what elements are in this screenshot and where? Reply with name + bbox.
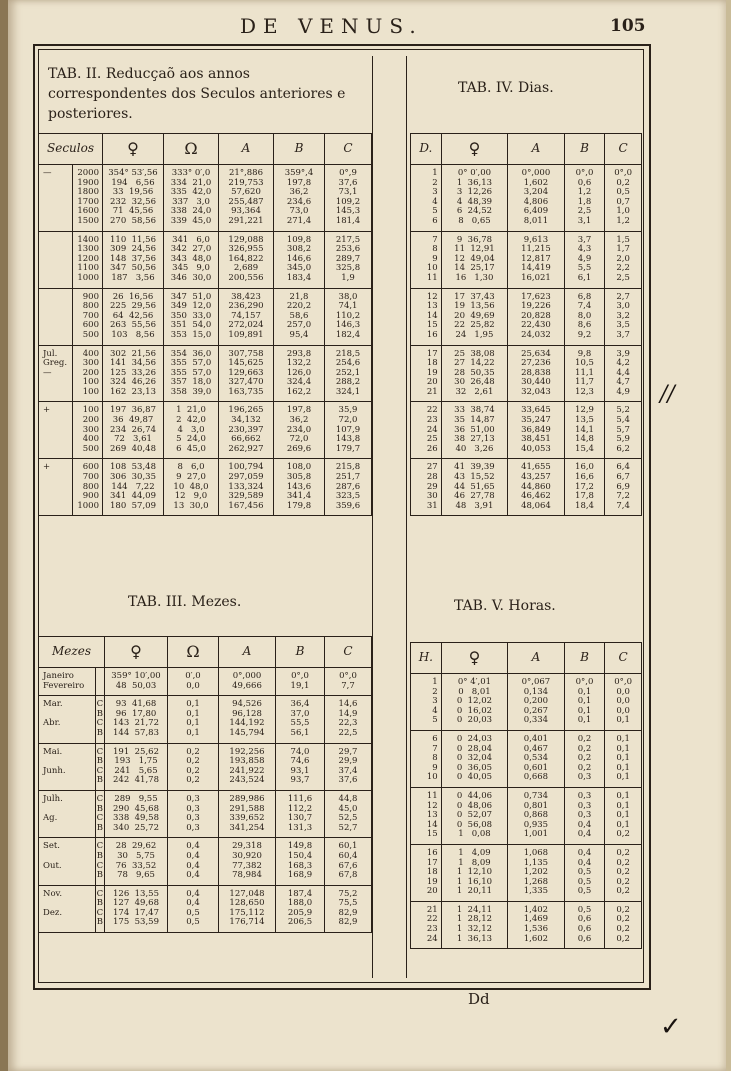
- table-row: [411, 787, 642, 844]
- tab3-col-node: Ω: [168, 637, 219, 668]
- cell-b: 12,9 13,5 14,1 14,8 15,4: [564, 402, 605, 459]
- table-row: [39, 743, 372, 790]
- cell-c: 0,1 0,1 0,1 0,1 0,2: [605, 787, 642, 844]
- cell-b: 0,2 0,2 0,2 0,2 0,3: [564, 730, 605, 787]
- cell-v: 0° 0′,00 1 36,13 3 12,26 4 48,39 6 24,52 8 0,65: [441, 165, 508, 232]
- cell-sign: [39, 288, 73, 345]
- cell-v: 25 38,08 27 14,22 28 50,35 30 26,48 32 2,61: [441, 345, 508, 402]
- page-title: DE VENUS.: [240, 14, 423, 38]
- running-header: [0, 14, 731, 42]
- tab5-title: TAB. V. Horas.: [454, 598, 556, 614]
- cell-d: 11 12 13 14 15: [411, 787, 442, 844]
- cell-b: 21,8 220,2 58,6 257,0 95,4: [274, 288, 325, 345]
- cell-b: 16,0 16,6 17,2 17,8 18,4: [564, 459, 605, 516]
- cell-a: 0,734 0,801 0,868 0,935 1,001: [508, 787, 565, 844]
- table-row: [411, 730, 642, 787]
- cell-b: 359°,4 197,8 36,2 234,6 73,0 271,4: [274, 165, 325, 232]
- cell-a: 0,401 0,467 0,534 0,601 0,668: [508, 730, 565, 787]
- tab5-table: [410, 642, 642, 949]
- book-spine: [0, 0, 8, 1071]
- cell-m: Nov. Dez.: [39, 885, 96, 932]
- table-row: [39, 885, 372, 932]
- cell-sign: +: [39, 459, 73, 516]
- cell-c: 0°,0 0,0 0,0 0,0 0,1: [605, 674, 642, 731]
- cell-v: 359° 10′,00 48 50,03: [105, 668, 168, 696]
- cell-c: 29,7 29,9 37,4 37,6: [325, 743, 372, 790]
- cell-v: 0 44,06 0 48,06 0 52,07 0 56,08 1 0,08: [441, 787, 507, 844]
- cell-c: 218,5 254,6 252,1 288,2 324,1: [325, 345, 372, 402]
- table-row: [39, 231, 372, 288]
- cell-y: 100 200 300 400 500: [72, 402, 102, 459]
- cell-c: 217,5 253,6 289,7 325,8 1,9: [325, 231, 372, 288]
- cell-c: 1,5 1,7 2,0 2,2 2,5: [605, 231, 642, 288]
- cell-a: 29,318 30,920 77,382 78,984: [219, 838, 276, 885]
- cell-v: 108 53,48 306 30,35 144 7,22 341 44,09 180 57,09: [103, 459, 164, 516]
- cell-b: 149,8 150,4 168,3 168,9: [276, 838, 325, 885]
- cell-y: 1400 1300 1200 1100 1000: [72, 231, 102, 288]
- tab2-col-seculos: Seculos: [39, 134, 103, 165]
- cell-b: 0°,0 0,6 1,2 1,8 2,5 3,1: [564, 165, 605, 232]
- tab2-title: TAB. II. Reducçaõ aos annos correspondentes dos Seculos anteriores e posteriores.: [48, 66, 346, 122]
- cell-c: 2,7 3,0 3,2 3,5 3,7: [605, 288, 642, 345]
- cell-b: 3,7 4,3 4,9 5,5 6,1: [564, 231, 605, 288]
- cell-o: 1 21,0 2 42,0 4 3,0 5 24,0 6 45,0: [164, 402, 219, 459]
- cell-a: 33,645 35,247 36,849 38,451 40,053: [508, 402, 565, 459]
- cell-m: Mar. Abr.: [39, 696, 96, 743]
- cell-sign: Jul. Greg. —: [39, 345, 73, 402]
- tab2-col-b: B: [274, 134, 325, 165]
- cell-d: 6 7 8 9 10: [411, 730, 442, 787]
- cell-o: 0,3 0,3 0,3 0,3: [168, 790, 219, 837]
- cell-sign: [39, 231, 73, 288]
- signature-mark: Dd: [468, 990, 490, 1008]
- cell-v: 33 38,74 35 14,87 36 51,00 38 27,13 40 3,26: [441, 402, 508, 459]
- cell-d: 7 8 9 10 11: [411, 231, 442, 288]
- cell-y: 400 300 200 100 100: [72, 345, 102, 402]
- table-row: [39, 402, 372, 459]
- tab3-col-b: B: [276, 637, 325, 668]
- cell-c: 3,9 4,2 4,4 4,7 4,9: [605, 345, 642, 402]
- tab2-col-c: C: [325, 134, 372, 165]
- table-row: [411, 345, 642, 402]
- tab3-col-venus: ♀: [105, 637, 168, 668]
- cell-a: 1,068 1,135 1,202 1,268 1,335: [508, 844, 565, 901]
- cell-b: 111,6 112,2 130,7 131,3: [276, 790, 325, 837]
- cell-cb: C B C B: [95, 885, 104, 932]
- cell-c: 0°,9 37,6 73,1 109,2 145,3 181,4: [325, 165, 372, 232]
- cell-o: 0′,0 0,0: [168, 668, 219, 696]
- table-row: [411, 459, 642, 516]
- table-row: [411, 231, 642, 288]
- column-divider-left: [372, 56, 373, 978]
- cell-d: 17 18 19 20 21: [411, 345, 442, 402]
- cell-b: 0,3 0,3 0,3 0,4 0,4: [564, 787, 605, 844]
- cell-v: 41 39,39 43 15,52 44 51,65 46 27,78 48 3,91: [441, 459, 508, 516]
- cell-a: 25,634 27,236 28,838 30,440 32,043: [508, 345, 565, 402]
- cell-cb: C B C B: [95, 790, 104, 837]
- cell-m: Mai. Junh.: [39, 743, 96, 790]
- table-row: [411, 402, 642, 459]
- table-row: [411, 288, 642, 345]
- cell-v: 28 29,62 30 5,75 76 33,52 78 9,65: [105, 838, 168, 885]
- cell-a: 307,758 145,625 129,663 327,470 163,735: [219, 345, 274, 402]
- cell-o: 333° 0′,0 334 21,0 335 42,0 337 3,0 338 24,0 339 45,0: [164, 165, 219, 232]
- table-row: [39, 790, 372, 837]
- tab2-col-venus: ♀: [103, 134, 164, 165]
- tab4-col-venus: ♀: [441, 134, 508, 165]
- cell-b: 0,4 0,4 0,5 0,5 0,5: [564, 844, 605, 901]
- cell-c: 215,8 251,7 287,6 323,5 359,6: [325, 459, 372, 516]
- cell-c: 5,2 5,4 5,7 5,9 6,2: [605, 402, 642, 459]
- cell-o: 0,1 0,1 0,1 0,1: [168, 696, 219, 743]
- cell-m: Julh. Ag.: [39, 790, 96, 837]
- table-row: [39, 459, 372, 516]
- cell-y: 2000 1900 1800 1700 1600 1500: [72, 165, 102, 232]
- tab3-col-c: C: [325, 637, 372, 668]
- tab3-table: [38, 636, 372, 933]
- cell-cb: C B C B: [95, 838, 104, 885]
- tab4-col-c: C: [605, 134, 642, 165]
- cell-d: 16 17 18 19 20: [411, 844, 442, 901]
- cell-v: 1 4,09 1 8,09 1 12,10 1 16,10 1 20,11: [441, 844, 507, 901]
- tab3-title: TAB. III. Mezes.: [128, 594, 242, 610]
- cell-y: 900 800 700 600 500: [72, 288, 102, 345]
- cell-d: 1 2 3 4 5: [411, 674, 442, 731]
- table-row: [39, 165, 372, 232]
- cell-v: 93 41,68 96 17,80 143 21,72 144 57,83: [105, 696, 168, 743]
- tab2-col-a: A: [219, 134, 274, 165]
- cell-c: 38,0 74,1 110,2 146,3 182,4: [325, 288, 372, 345]
- cell-o: 354 36,0 355 57,0 355 57,0 357 18,0 358 39,0: [164, 345, 219, 402]
- cell-c: 14,6 14,9 22,3 22,5: [325, 696, 372, 743]
- cell-a: 192,256 193,858 241,922 243,524: [219, 743, 276, 790]
- cell-cb: [95, 668, 104, 696]
- cell-sign: —: [39, 165, 73, 232]
- cell-m: Set. Out.: [39, 838, 96, 885]
- cell-b: 74,0 74,6 93,1 93,7: [276, 743, 325, 790]
- column-divider-right: [406, 56, 407, 978]
- tab4-col-d: D.: [411, 134, 442, 165]
- cell-v: 302 21,56 141 34,56 125 33,26 324 46,26 162 23,13: [103, 345, 164, 402]
- table-row: [411, 901, 642, 948]
- tab5-col-venus: ♀: [441, 643, 507, 674]
- cell-c: 44,8 45,0 52,5 52,7: [325, 790, 372, 837]
- cell-a: 21°,886 219,753 57,620 255,487 93,364 291,221: [219, 165, 274, 232]
- cell-c: 0,1 0,1 0,1 0,1 0,1: [605, 730, 642, 787]
- cell-b: 197,8 36,2 234,0 72,0 269,6: [274, 402, 325, 459]
- cell-b: 187,4 188,0 205,9 206,5: [276, 885, 325, 932]
- cell-a: 38,423 236,290 74,157 272,024 109,891: [219, 288, 274, 345]
- page-number: 105: [610, 16, 646, 36]
- tab4-col-a: A: [508, 134, 565, 165]
- tab5-col-c: C: [605, 643, 642, 674]
- cell-b: 36,4 37,0 55,5 56,1: [276, 696, 325, 743]
- cell-a: 129,088 326,955 164,822 2,689 200,556: [219, 231, 274, 288]
- cell-d: 21 22 23 24: [411, 901, 442, 948]
- check-mark: ✓: [660, 1012, 682, 1042]
- tab5-col-a: A: [508, 643, 565, 674]
- cell-d: 1 2 3 4 5 6: [411, 165, 442, 232]
- cell-c: 35,9 72,0 107,9 143,8 179,7: [325, 402, 372, 459]
- table-row: [411, 674, 642, 731]
- tab5-col-h: H.: [411, 643, 442, 674]
- cell-a: 289,986 291,588 339,652 341,254: [219, 790, 276, 837]
- cell-c: 0°,0 0,2 0,5 0,7 1,0 1,2: [605, 165, 642, 232]
- cell-v: 126 13,55 127 49,68 174 17,47 175 53,59: [105, 885, 168, 932]
- cell-d: 22 23 24 25 26: [411, 402, 442, 459]
- cell-v: 1 24,11 1 28,12 1 32,12 1 36,13: [441, 901, 507, 948]
- cell-b: 9,8 10,5 11,1 11,7 12,3: [564, 345, 605, 402]
- cell-v: 17 37,43 19 13,56 20 49,69 22 25,82 24 1,95: [441, 288, 508, 345]
- cell-sign: +: [39, 402, 73, 459]
- cell-cb: C B C B: [95, 743, 104, 790]
- cell-a: 9,613 11,215 12,817 14,419 16,021: [508, 231, 565, 288]
- cell-b: 6,8 7,4 8,0 8,6 9,2: [564, 288, 605, 345]
- tab2-table: [38, 133, 372, 516]
- cell-c: 6,4 6,7 6,9 7,2 7,4: [605, 459, 642, 516]
- tab3-col-a: A: [219, 637, 276, 668]
- cell-o: 0,4 0,4 0,4 0,4: [168, 838, 219, 885]
- cell-a: 1,402 1,469 1,536 1,602: [508, 901, 565, 948]
- cell-v: 289 9,55 290 45,68 338 49,58 340 25,72: [105, 790, 168, 837]
- tab4-title: TAB. IV. Dias.: [458, 80, 554, 96]
- cell-o: 347 51,0 349 12,0 350 33,0 351 54,0 353 15,0: [164, 288, 219, 345]
- cell-a: 17,623 19,226 20,828 22,430 24,032: [508, 288, 565, 345]
- cell-b: 109,8 308,2 146,6 345,0 183,4: [274, 231, 325, 288]
- tab5-col-b: B: [564, 643, 605, 674]
- cell-b: 0°,0 0,1 0,1 0,1 0,1: [564, 674, 605, 731]
- cell-o: 341 6,0 342 27,0 343 48,0 345 9,0 346 30,0: [164, 231, 219, 288]
- cell-v: 26 16,56 225 29,56 64 42,56 263 55,56 103 8,56: [103, 288, 164, 345]
- cell-v: 354° 53′,56 194 6,56 33 19,56 232 32,56 71 45,56 270 58,56: [103, 165, 164, 232]
- cell-c: 0,2 0,2 0,2 0,2 0,2: [605, 844, 642, 901]
- table-row: [39, 838, 372, 885]
- cell-v: 110 11,56 309 24,56 148 37,56 347 50,56 187 3,56: [103, 231, 164, 288]
- tab2-col-node: Ω: [164, 134, 219, 165]
- tab3-col-mezes: Mezes: [39, 637, 105, 668]
- cell-c: 75,2 75,5 82,9 82,9: [325, 885, 372, 932]
- cell-v: 9 36,78 11 12,91 12 49,04 14 25,17 16 1,30: [441, 231, 508, 288]
- cell-b: 0,5 0,6 0,6 0,6: [564, 901, 605, 948]
- cell-v: 191 25,62 193 1,75 241 5,65 242 41,78: [105, 743, 168, 790]
- cell-v: 0 24,03 0 28,04 0 32,04 0 36,05 0 40,05: [441, 730, 507, 787]
- cell-m: Janeiro Fevereiro: [39, 668, 96, 696]
- cell-a: 0°,000 1,602 3,204 4,806 6,409 8,011: [508, 165, 565, 232]
- cell-c: 0°,0 7,7: [325, 668, 372, 696]
- cell-a: 196,265 34,132 230,397 66,662 262,927: [219, 402, 274, 459]
- table-row: [39, 345, 372, 402]
- cell-a: 94,526 96,128 144,192 145,794: [219, 696, 276, 743]
- cell-v: 197 36,87 36 49,87 234 26,74 72 3,61 269 40,48: [103, 402, 164, 459]
- margin-pen-mark: //: [660, 382, 675, 407]
- cell-v: 0° 4′,01 0 8,01 0 12,02 0 16,02 0 20,03: [441, 674, 507, 731]
- cell-a: 0°,000 49,666: [219, 668, 276, 696]
- cell-b: 108,0 305,8 143,6 341,4 179,8: [274, 459, 325, 516]
- cell-a: 41,655 43,257 44,860 46,462 48,064: [508, 459, 565, 516]
- table-row: [39, 696, 372, 743]
- tab2-header-row: [39, 134, 372, 165]
- cell-o: 0,4 0,4 0,5 0,5: [168, 885, 219, 932]
- cell-o: 0,2 0,2 0,2 0,2: [168, 743, 219, 790]
- cell-o: 8 6,0 9 27,0 10 48,0 12 9,0 13 30,0: [164, 459, 219, 516]
- cell-a: 0°,067 0,134 0,200 0,267 0,334: [508, 674, 565, 731]
- tab5-header-row: [411, 643, 642, 674]
- cell-b: 293,8 132,2 126,0 324,4 162,2: [274, 345, 325, 402]
- cell-b: 0°,0 19,1: [276, 668, 325, 696]
- tab4-col-b: B: [564, 134, 605, 165]
- table-row: [39, 668, 372, 696]
- cell-a: 127,048 128,650 175,112 176,714: [219, 885, 276, 932]
- cell-a: 100,794 297,059 133,324 329,589 167,456: [219, 459, 274, 516]
- tab3-header-row: [39, 637, 372, 668]
- cell-c: 60,1 60,4 67,6 67,8: [325, 838, 372, 885]
- tab4-table: [410, 133, 642, 516]
- cell-y: 600 700 800 900 1000: [72, 459, 102, 516]
- cell-d: 27 28 29 30 31: [411, 459, 442, 516]
- tab4-header-row: [411, 134, 642, 165]
- cell-d: 12 13 14 15 16: [411, 288, 442, 345]
- table-row: [411, 165, 642, 232]
- table-row: [39, 288, 372, 345]
- table-row: [411, 844, 642, 901]
- cell-cb: C B C B: [95, 696, 104, 743]
- cell-c: 0,2 0,2 0,2 0,2: [605, 901, 642, 948]
